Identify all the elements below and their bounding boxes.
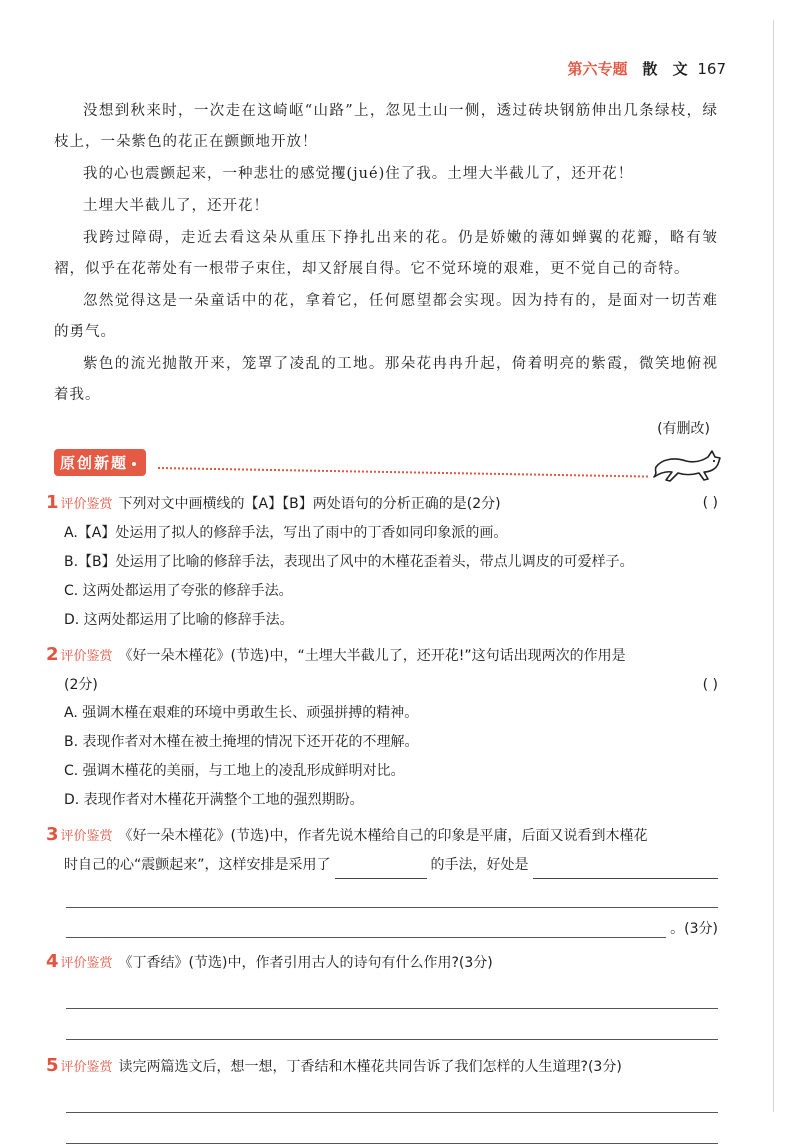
passage-paragraph: 土埋大半截儿了，还开花！ bbox=[83, 198, 269, 214]
question-tag: 评价鉴赏 bbox=[60, 1060, 113, 1075]
page-edge bbox=[773, 20, 774, 1112]
option-d: D. 这两处都运用了比喻的修辞手法。 bbox=[64, 612, 294, 628]
passage-paragraph: 没想到秋来时，一次走在这崎岖“山路”上，忽见土山一侧，透过砖块钢筋伸出几条绿枝，绿枝上，一朵紫色的花正在颤颤地开放！ bbox=[54, 103, 718, 150]
question-text: 《好一朵木槿花》(节选)中，“土埋大半截儿了，还开花!”这句话出现两次的作用是 bbox=[118, 648, 626, 664]
dotted-divider bbox=[158, 467, 648, 478]
section-title: 散 文 bbox=[642, 60, 693, 78]
option-c: C. 强调木槿花的美丽，与工地上的凌乱形成鲜明对比。 bbox=[64, 763, 405, 779]
banner-label: 原创新题 bbox=[60, 454, 129, 472]
cat-icon bbox=[652, 445, 724, 485]
question-number: 1 bbox=[46, 492, 59, 513]
question-number: 3 bbox=[46, 824, 59, 845]
passage-paragraph: 我跨过障碍，走近去看这朵从重压下挣扎出来的花。仍是娇嫩的薄如蝉翼的花瓣，略有皱褶，似乎在花蒂处有一根带子束住，却又舒展自得。它不觉环境的艰难，更不觉自己的奇特。 bbox=[54, 230, 718, 277]
option-c: C. 这两处都运用了夸张的修辞手法。 bbox=[64, 583, 293, 599]
question-2 bbox=[46, 641, 718, 815]
answer-blank[interactable] bbox=[533, 860, 718, 879]
question-4 bbox=[46, 948, 718, 1040]
question-points: 。(3分) bbox=[670, 921, 718, 937]
option-a: A. 强调木槿在艰难的环境中勇敢生长、顽强拼搏的精神。 bbox=[64, 705, 419, 721]
question-text-cont: 时自己的心“震颤起来”，这样安排是采用了 bbox=[64, 857, 331, 873]
answer-line[interactable] bbox=[66, 917, 666, 938]
section-banner bbox=[54, 449, 718, 483]
option-a: A.【A】处运用了拟人的修辞手法，写出了雨中的丁香如同印象派的画。 bbox=[64, 525, 508, 541]
question-1 bbox=[46, 489, 718, 635]
answer-bracket[interactable]: ( ) bbox=[702, 495, 718, 511]
question-tag: 评价鉴赏 bbox=[60, 649, 113, 664]
question-5 bbox=[46, 1052, 718, 1144]
answer-line[interactable] bbox=[66, 1009, 718, 1040]
section-label: 第六专题 bbox=[567, 60, 628, 78]
question-tag: 评价鉴赏 bbox=[60, 829, 113, 844]
source-note: (有删改) bbox=[657, 421, 710, 437]
option-b: B.【B】处运用了比喻的修辞手法，表现出了风中的木槿花歪着头，带点儿调皮的可爱样子。 bbox=[64, 554, 634, 570]
answer-line[interactable] bbox=[66, 978, 718, 1009]
answer-line[interactable] bbox=[66, 1113, 718, 1144]
question-3 bbox=[46, 821, 718, 938]
answer-line[interactable] bbox=[66, 879, 718, 908]
answer-bracket[interactable]: ( ) bbox=[702, 677, 718, 693]
option-d: D. 表现作者对木槿花开满整个工地的强烈期盼。 bbox=[64, 792, 364, 808]
question-number: 4 bbox=[46, 951, 59, 972]
question-number: 2 bbox=[46, 644, 59, 665]
question-tag: 评价鉴赏 bbox=[60, 956, 113, 971]
page-content bbox=[46, 96, 718, 1144]
answer-line-final bbox=[66, 908, 718, 938]
passage-paragraph: 忽然觉得这是一朵童话中的花，拿着它，任何愿望都会实现。因为持有的，是面对一切苦难的勇气。 bbox=[54, 293, 718, 340]
running-header bbox=[568, 58, 726, 79]
answer-line[interactable] bbox=[66, 1082, 718, 1113]
passage-paragraph: 我的心也震颤起来，一种悲壮的感觉攫(jué)住了我。土埋大半截儿了，还开花！ bbox=[83, 166, 634, 182]
question-text: 读完两篇选文后，想一想，丁香结和木槿花共同告诉了我们怎样的人生道理?(3分) bbox=[118, 1059, 622, 1075]
answer-blank[interactable] bbox=[335, 860, 427, 879]
page-number: 167 bbox=[697, 60, 726, 78]
option-b: B. 表现作者对木槿在被土掩埋的情况下还开花的不理解。 bbox=[64, 734, 419, 750]
banner-badge bbox=[54, 449, 146, 476]
question-text: 下列对文中画横线的【A】【B】两处语句的分析正确的是(2分) bbox=[118, 496, 501, 512]
question-text: 《好一朵木槿花》(节选)中，作者先说木槿给自己的印象是平庸，后面又说看到木槿花 bbox=[118, 828, 648, 844]
question-points: (2分) bbox=[64, 677, 98, 693]
question-text: 《丁香结》(节选)中，作者引用古人的诗句有什么作用?(3分) bbox=[118, 955, 493, 971]
question-number: 5 bbox=[46, 1055, 59, 1076]
question-tag: 评价鉴赏 bbox=[60, 497, 113, 512]
question-text-cont: 的手法，好处是 bbox=[430, 857, 529, 873]
passage-paragraph: 紫色的流光抛散开来，笼罩了凌乱的工地。那朵花冉冉升起，倚着明亮的紫霞，微笑地俯视着我。 bbox=[54, 356, 718, 403]
